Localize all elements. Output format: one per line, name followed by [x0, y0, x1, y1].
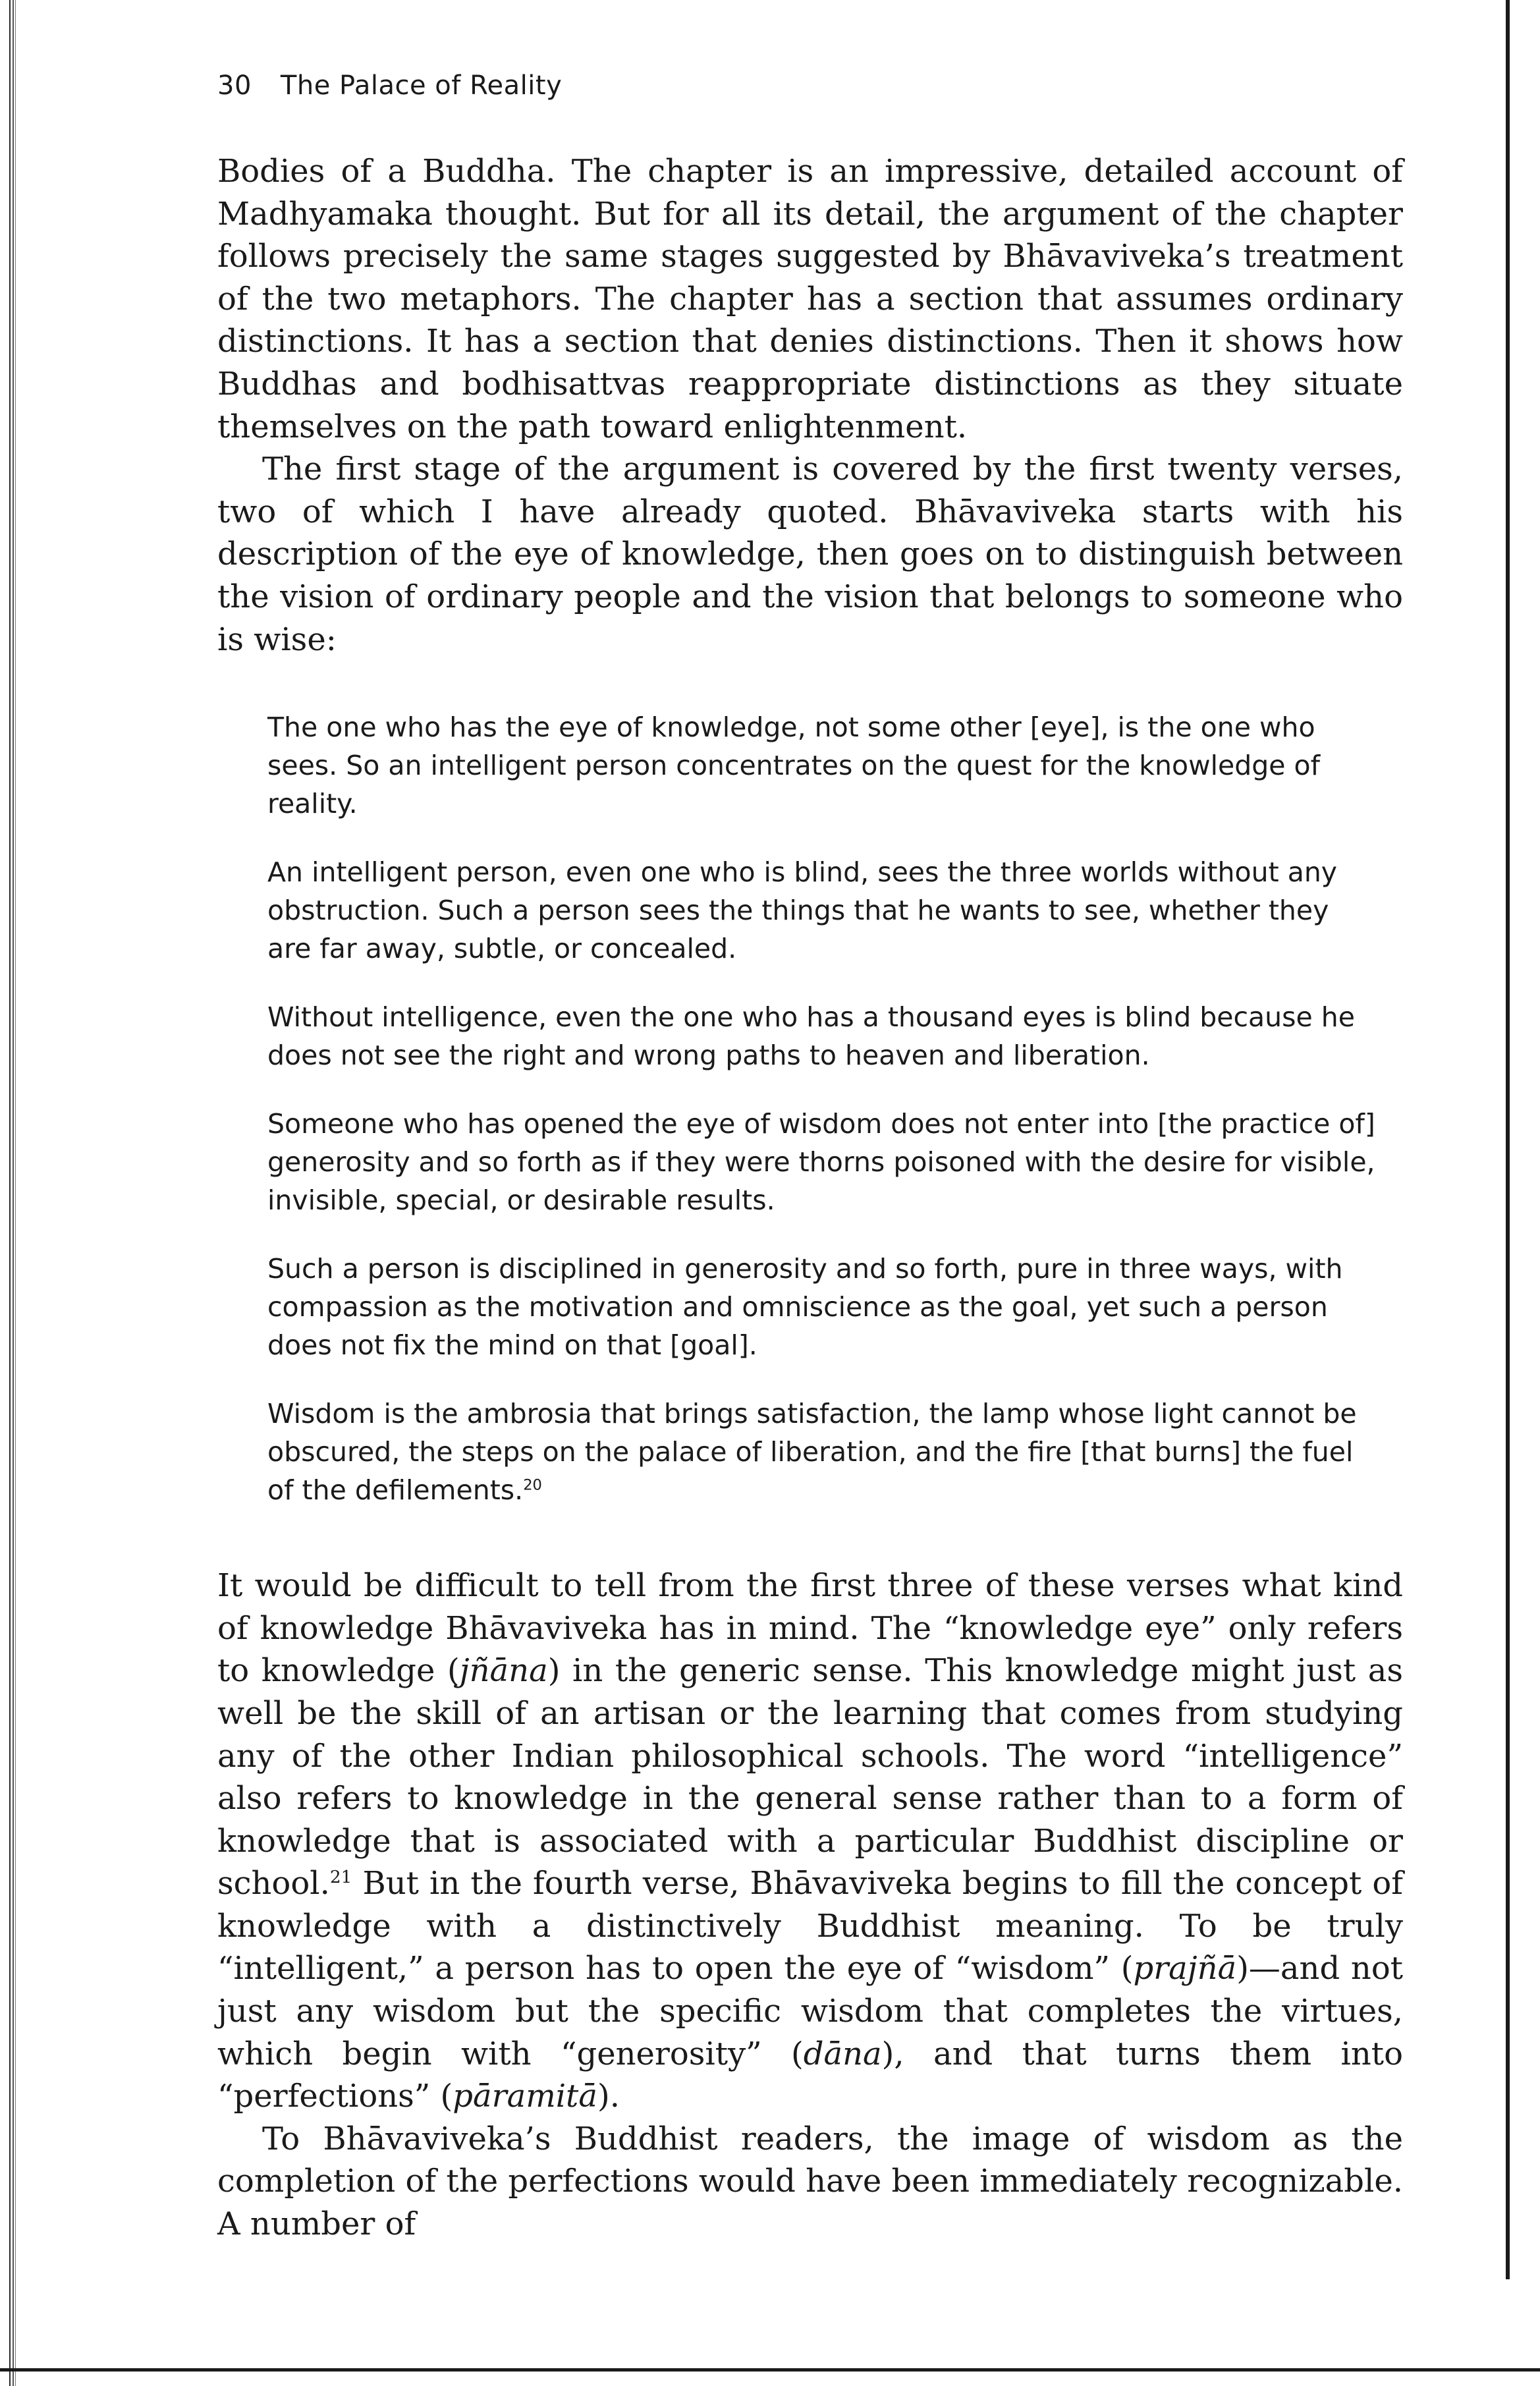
verse-quote-last	[267, 1395, 1377, 1509]
verse-quote-text: Wisdom is the ambrosia that brings satisfaction, the lamp whose light cannot be obscured, the steps on the palace of liberation, and the fire [that burns] the fuel of the defilements.	[267, 1398, 1357, 1507]
term-dana: dāna	[803, 2035, 882, 2072]
paragraph-3-text: ) in the generic sense. This knowledge might just as well be the skill of an artisan or the learning that comes from studying any of the other Indian philosophical schools. The word “intelligence” also refers to knowledge in the general sense rather than to a form of knowledge that is associated with a particular Buddhist discipline or school.	[217, 1652, 1403, 1902]
scan-bottom-edge	[0, 2368, 1540, 2372]
verse-quote: The one who has the eye of knowledge, not some other [eye], is the one who sees. So an intelligent person concentrates on the quest for the knowledge of reality.	[267, 711, 1321, 820]
term-jnana: jñāna	[459, 1652, 548, 1690]
paragraph-3	[217, 1565, 1403, 2118]
verse-quote: Someone who has opened the eye of wisdom does not enter into [the practice of] generosity and so forth as if they were thorns poisoned with the desire for visible, invisible, special, or desirable results.	[267, 1108, 1375, 1217]
paragraph-4: To Bhāvaviveka’s Buddhist readers, the image of wisdom as the completion of the perfections would have been immediately recognizable. A number of	[217, 2120, 1403, 2243]
paragraph-3-text: ).	[597, 2078, 620, 2115]
paragraph-2: The first stage of the argument is covered by the first twenty verses, two of which I have already quoted. Bhāvaviveka starts with his description of the eye of knowledge, then goes on to distinguish between the vision of ordinary people and the vision that belongs to someone who is wise:	[217, 451, 1403, 658]
page-number: 30	[217, 70, 252, 101]
verse-quote: Such a person is disciplined in generosity and so forth, pure in three ways, with compassion as the motivation and omniscience as the goal, yet such a person does not fix the mind on that [goal].	[267, 1253, 1343, 1362]
verse-quote: An intelligent person, even one who is blind, sees the three worlds without any obstruction. Such a person sees the things that he wants to see, whether they are far away, subtle, or concealed.	[267, 856, 1338, 965]
term-paramita: pāramitā	[453, 2078, 597, 2115]
scan-right-edge	[1506, 0, 1510, 2279]
scan-binding-edge	[9, 0, 17, 2386]
verse-quote: Without intelligence, even the one who has a thousand eyes is blind because he does not see the right and wrong paths to heaven and liberation.	[267, 1001, 1355, 1072]
paragraph-1: Bodies of a Buddha. The chapter is an impressive, detailed account of Madhyamaka thought. But for all its detail, the argument of the chapter follows precisely the same stages suggested by Bhāvaviveka’s treatment of the two metaphors. The chapter has a section that assumes ordinary distinctions. It has a section that denies distinctions. Then it shows how Buddhas and bodhisattvas reappropriate distinctions as they situate themselves on the path toward enlightenment.	[217, 153, 1403, 445]
verse-block-quote	[267, 708, 1377, 1509]
running-title: The Palace of Reality	[280, 70, 563, 101]
paragraph-3-text: But in the fourth verse, Bhāvaviveka begins to fill the concept of knowledge with a distinctively Buddhist meaning. To be truly “intelligent,” a person has to open the eye of “wisdom” (	[217, 1865, 1403, 1987]
paragraph-3-text: )—and not just any wisdom but the specific wisdom that completes the virtues, which begin with “generosity” (	[217, 1950, 1404, 2072]
book-page	[217, 66, 1403, 2246]
footnote-marker-20: 20	[523, 1476, 542, 1494]
term-prajna: prajñā	[1133, 1950, 1237, 1987]
paragraph-3-text: It would be difficult to tell from the first three of these verses what kind of knowledge Bhāvaviveka has in mind. The “knowledge eye” only refers to knowledge (	[217, 1567, 1403, 1690]
footnote-marker-21: 21	[329, 1867, 352, 1888]
running-header	[217, 66, 1403, 105]
paragraph-3-text: ), and that turns them into “perfections” (	[217, 2035, 1403, 2115]
